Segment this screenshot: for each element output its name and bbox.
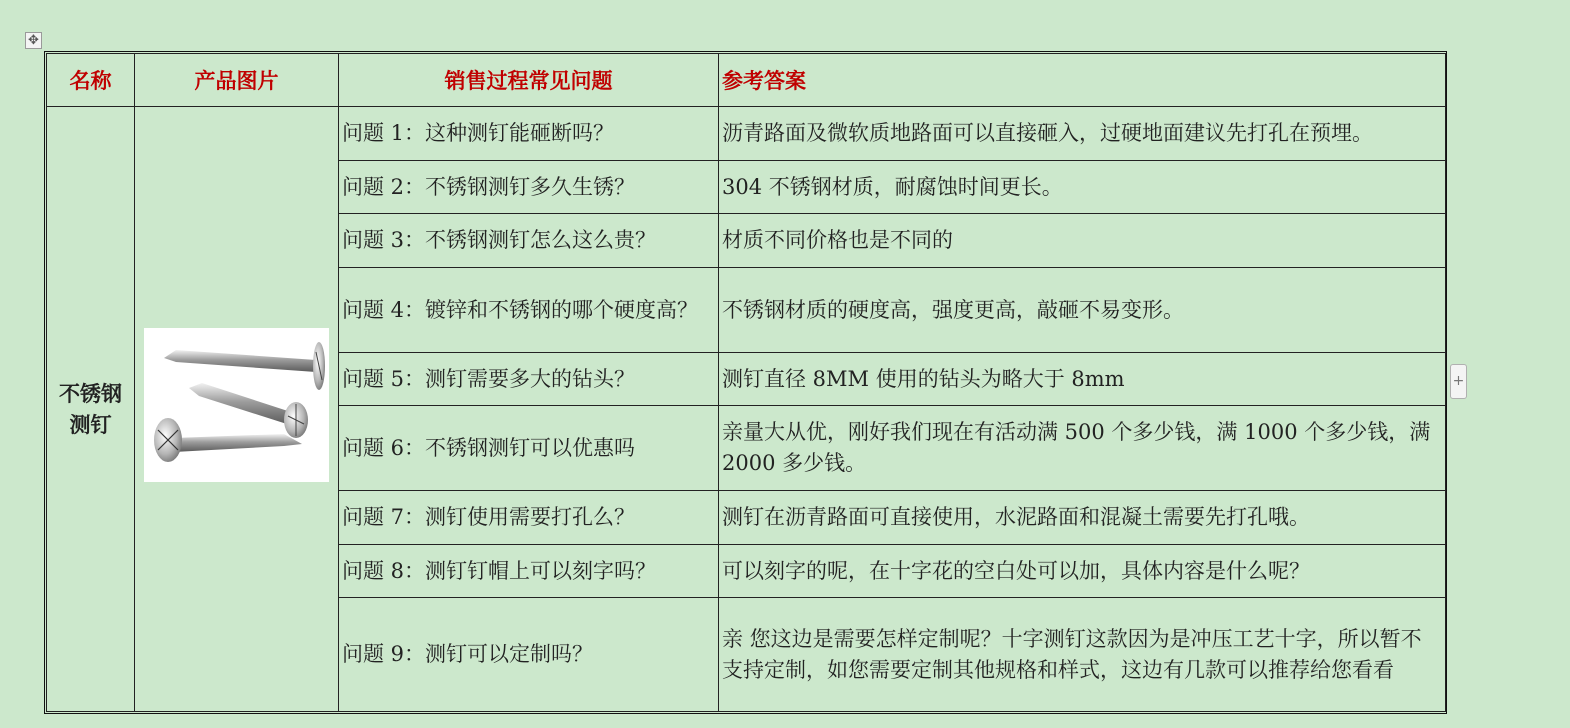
answer-cell: 沥青路面及微软质地路面可以直接砸入，过硬地面建议先打孔在预埋。 (719, 107, 1446, 161)
answer-cell: 材质不同价格也是不同的 (719, 214, 1446, 268)
answer-cell: 不锈钢材质的硬度高，强度更高，敲砸不易变形。 (719, 268, 1446, 353)
faq-table (46, 53, 1446, 712)
product-name: 不锈钢测钉 (59, 381, 122, 437)
question-cell: 问题 5：测钉需要多大的钻头？ (339, 353, 719, 406)
question-cell: 问题 3：不锈钢测钉怎么这么贵？ (339, 214, 719, 268)
header-image: 产品图片 (135, 54, 339, 107)
faq-table-wrapper (44, 51, 1447, 714)
answer-cell: 测钉直径 8MM 使用的钻头为略大于 8mm (719, 353, 1446, 406)
table-move-handle-icon[interactable]: ✥ (25, 32, 42, 49)
answer-cell: 亲 您这边是需要怎样定制呢？十字测钉这款因为是冲压工艺十字，所以暂不支持定制，如您需要定制其他规格和样式，这边有几款可以推荐给您看看 (719, 598, 1446, 712)
header-question: 销售过程常见问题 (339, 54, 719, 107)
question-cell: 问题 2：不锈钢测钉多久生锈？ (339, 161, 719, 214)
answer-cell: 可以刻字的呢，在十字花的空白处可以加，具体内容是什么呢？ (719, 545, 1446, 598)
header-row (47, 54, 1446, 107)
question-cell: 问题 6：不锈钢测钉可以优惠吗 (339, 406, 719, 491)
answer-cell: 亲量大从优，刚好我们现在有活动满 500 个多少钱，满 1000 个多少钱，满 2000 多少钱。 (719, 406, 1446, 491)
question-cell: 问题 8：测钉钉帽上可以刻字吗？ (339, 545, 719, 598)
question-cell: 问题 1：这种测钉能砸断吗？ (339, 107, 719, 161)
header-answer: 参考答案 (719, 54, 1446, 107)
product-name-cell (47, 107, 135, 712)
header-name: 名称 (47, 54, 135, 107)
survey-nail-image (144, 328, 329, 482)
answer-cell: 304 不锈钢材质，耐腐蚀时间更长。 (719, 161, 1446, 214)
question-cell: 问题 9：测钉可以定制吗？ (339, 598, 719, 712)
table-row (47, 107, 1446, 161)
add-column-plus-icon[interactable]: + (1450, 364, 1467, 399)
answer-cell: 测钉在沥青路面可直接使用，水泥路面和混凝土需要先打孔哦。 (719, 491, 1446, 545)
question-cell: 问题 4：镀锌和不锈钢的哪个硬度高？ (339, 268, 719, 353)
question-cell: 问题 7：测钉使用需要打孔么？ (339, 491, 719, 545)
product-image-cell (135, 107, 339, 712)
